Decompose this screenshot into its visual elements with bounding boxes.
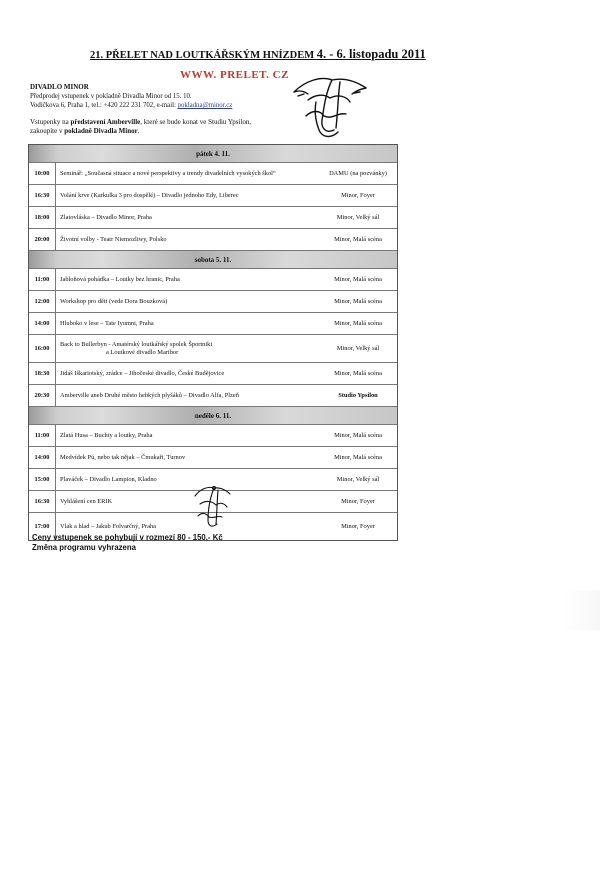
organizer-name: DIVADLO MINOR — [30, 83, 89, 91]
table-row — [29, 447, 397, 469]
program-change-note: Změna programu vyhrazena — [32, 543, 136, 552]
event-time: 14:00 — [29, 313, 56, 334]
event-venue: Minor, Velký sál — [336, 476, 380, 483]
event-venue: DAMU (na pozvánky) — [329, 170, 387, 177]
event-venue: Minor, Malá scéna — [334, 276, 382, 283]
footer-info — [32, 533, 223, 553]
day-header: pátek 4. 11. — [29, 145, 397, 163]
table-row — [29, 425, 397, 447]
ticket-line-1 — [30, 118, 251, 127]
event-time: 16:30 — [29, 491, 56, 512]
event-venue: Studio Ypsilon — [338, 392, 378, 399]
page-edge-shadow — [562, 590, 600, 630]
ticket-emphasis: představení Amberville — [70, 118, 141, 126]
event-venue: Minor, Malá scéna — [334, 454, 382, 461]
event-venue: Minor, Malá scéna — [334, 236, 382, 243]
event-time: 15:00 — [29, 469, 56, 490]
small-bird-logo-icon — [192, 484, 232, 532]
event-time: 17:00 — [29, 513, 56, 540]
event-title: Vlak a hlad – Jakub Folvarčný, Praha — [60, 522, 157, 530]
event-title: Životní volby - Teatr Niemozliwy, Polsko — [60, 235, 167, 243]
ticket-info — [30, 118, 251, 136]
table-row — [29, 229, 397, 251]
website-address: WWW. PRELET. CZ — [180, 69, 289, 81]
event-time: 14:00 — [29, 447, 56, 468]
event-title: Plaváček – Divadlo Lampion, Kladno — [60, 475, 157, 483]
event-time: 11:00 — [29, 269, 56, 290]
event-venue: Minor, Velký sál — [336, 214, 380, 221]
table-row — [29, 207, 397, 229]
ticket-text: Vstupenky na — [30, 118, 69, 126]
table-row — [29, 363, 397, 385]
address-text: Vodičkova 6, Praha 1, tel.: +420 222 231 702, e-mail: — [30, 102, 176, 109]
bird-logo-icon — [286, 72, 372, 142]
festival-title: 21. PŘELET NAD LOUTKÁŘSKÝM HNÍZDEM — [90, 50, 315, 61]
event-title: Zlatá Husa – Buchty a loutky, Praha — [60, 431, 153, 439]
event-title — [60, 335, 318, 362]
event-title: Jabloňová pohádka – Loutky bez hranic, Praha — [60, 275, 180, 283]
contact-line — [30, 101, 232, 110]
table-row — [29, 335, 397, 363]
ticket-line-2 — [30, 127, 251, 136]
table-row — [29, 163, 397, 185]
event-time: 20:30 — [29, 385, 56, 406]
event-time: 16:00 — [29, 335, 56, 362]
day-header: neděle 6. 11. — [29, 407, 397, 425]
event-title: Jidáš Iškariotský, zrádce – Jihočeské divadlo, České Budějovice — [60, 369, 225, 377]
event-title: Volání krve (Karkulka 3 pro dospělé) – Divadlo jednoho Edy, Liberec — [60, 191, 239, 199]
event-time: 18:30 — [29, 363, 56, 384]
event-venue: Minor, Malá scéna — [334, 320, 382, 327]
event-title: Vyhlášení cen ERIK — [60, 497, 113, 505]
event-title: Zlatovláska – Divadlo Minor, Praha — [60, 213, 152, 221]
event-venue: Minor, Velký sál — [336, 345, 380, 352]
ticket-text: , které se bude konat ve Studiu Ypsilon, — [140, 118, 252, 126]
day-header: sobota 5. 11. — [29, 251, 397, 269]
festival-dates: 4. - 6. listopadu 2011 — [316, 47, 426, 61]
page-title — [90, 47, 426, 62]
event-title: Hluboko v lese – Tate Iyumni, Praha — [60, 319, 154, 327]
event-venue: Minor, Foyer — [341, 523, 375, 530]
event-title: Amberville aneb Druhé město hebkých plyšáků – Divadlo Alfa, Plzeň — [60, 391, 239, 399]
table-row — [29, 291, 397, 313]
event-title: Workshop pro děti (vede Dora Bouzková) — [60, 297, 168, 305]
presale-info: Předprodej vstupenek v pokladně Divadla Minor od 15. 10. — [30, 93, 192, 100]
event-title-line-1: Back to Bullerbyn - Amatérský loutkářský spolek Športniki — [60, 340, 213, 348]
program-table — [28, 144, 398, 541]
event-venue: Minor, Malá scéna — [334, 370, 382, 377]
table-row — [29, 385, 397, 407]
event-time: 18:00 — [29, 207, 56, 228]
event-time: 20:00 — [29, 229, 56, 250]
event-time: 10:00 — [29, 163, 56, 184]
ticket-text: . — [137, 127, 140, 135]
event-time: 11:00 — [29, 425, 56, 446]
table-row — [29, 185, 397, 207]
organizer-info — [30, 83, 232, 110]
ticket-emphasis: pokladně Divadla Minor — [64, 127, 138, 135]
event-title: Medvídek Pú, nebo tak nějak – Čmukaři, Turnov — [60, 453, 186, 461]
table-row — [29, 269, 397, 291]
price-range: Ceny vstupenek se pohybují v rozmezí 80 - 150,- Kč — [32, 533, 223, 542]
event-venue: Minor, Foyer — [341, 498, 375, 505]
table-row — [29, 313, 397, 335]
event-time: 16:30 — [29, 185, 56, 206]
event-venue: Minor, Malá scéna — [334, 432, 382, 439]
event-venue: Minor, Malá scéna — [334, 298, 382, 305]
email-link[interactable]: pokladna@minor.cz — [177, 102, 233, 109]
event-title: Seminář: „Současná situace a nové perspektivy a trendy divadelních vysokých škol“ — [60, 169, 276, 177]
event-title-line-2: a Loutkové divadlo Maribor — [106, 348, 179, 356]
ticket-text: zakoupíte v — [30, 127, 63, 135]
event-time: 12:00 — [29, 291, 56, 312]
event-venue: Minor, Foyer — [341, 192, 375, 199]
